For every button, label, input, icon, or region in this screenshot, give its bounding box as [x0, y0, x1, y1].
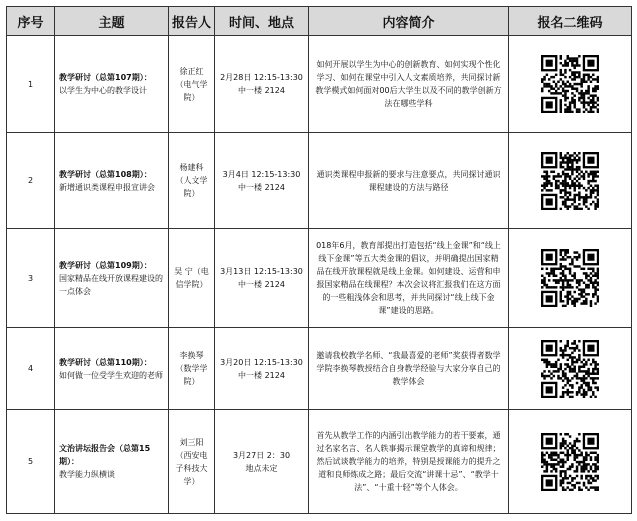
topic-title: 教学研讨（总第109期）： — [59, 260, 152, 270]
topic-subtitle: 以学生为中心的教学设计 — [59, 86, 147, 95]
time-place-cell — [215, 133, 309, 229]
header-qr: 报名二维码 — [509, 7, 632, 36]
time-place-cell — [215, 36, 309, 133]
speaker: 李换琴（数学学院） — [169, 328, 215, 410]
table-row — [7, 410, 632, 514]
table-row — [7, 36, 632, 133]
time-place-cell — [215, 328, 309, 410]
speaker: 徐正红（电气学院） — [169, 36, 215, 133]
speaker: 杨建科（人文学院） — [169, 133, 215, 229]
row-number: 3 — [7, 229, 55, 328]
qr-cell — [509, 229, 632, 328]
row-number: 4 — [7, 328, 55, 410]
row-number: 5 — [7, 410, 55, 514]
time: 3月4日 12:15-13:30 — [222, 169, 301, 179]
qr-cell — [509, 328, 632, 410]
topic-cell — [55, 229, 169, 328]
row-number: 1 — [7, 36, 55, 133]
place: 中一楼 2124 — [238, 280, 285, 289]
qr-code-icon[interactable] — [541, 55, 599, 113]
topic-subtitle: 新增通识类课程申报宣讲会 — [59, 182, 155, 192]
table-header-row — [7, 7, 632, 36]
topic-cell — [55, 36, 169, 133]
time: 3月13日 12:15-13:30 — [220, 267, 303, 276]
topic-title: 文治讲坛报告会（总第15期）： — [59, 444, 151, 466]
row-number: 2 — [7, 133, 55, 229]
time: 2月28日 12:15-13:30 — [220, 73, 303, 82]
summary: 首先从教学工作的内涵引出教学能力的若干要素，通过名家名言、名人轶事揭示课堂教学的真谛和规律；然后试谈教学能力的培养，特别是授课能力的提升之道和良师炼成之路；最后交流“讲课十忌”、“教学十法”、“十重十轻”等个人体会。 — [309, 410, 509, 514]
topic-subtitle: 教学能力纵横谈 — [59, 470, 115, 479]
speaker: 刘三阳（西安电子科技大学） — [169, 410, 215, 514]
table-row — [7, 133, 632, 229]
qr-cell — [509, 133, 632, 229]
topic-subtitle: 如何做一位受学生欢迎的老师 — [59, 370, 163, 380]
summary: 邀请我校教学名师、“我最喜爱的老师”奖获得者数学学院李换琴教授结合自身教学经验与大家分享自己的教学体会 — [309, 328, 509, 410]
topic-cell — [55, 133, 169, 229]
summary: 如何开展以学生为中心的创新教育、如何实现个性化学习、如何在课堂中引入人文素质培养，共同探讨新教学模式如何面对00后大学生以及不同的教学创新方法在哪些学科 — [309, 36, 509, 133]
time: 3月20日 12:15-13:30 — [220, 357, 303, 367]
topic-title: 教学研讨（总第108期）： — [59, 169, 152, 179]
qr-code-icon[interactable] — [541, 152, 599, 210]
header-time-place: 时间、地点 — [215, 7, 309, 36]
header-no: 序号 — [7, 7, 55, 36]
place: 中一楼 2124 — [238, 86, 285, 95]
topic-subtitle: 国家精品在线开放课程建设的一点体会 — [59, 273, 163, 296]
time: 3月27日 2：30 — [232, 450, 291, 460]
time-place-cell — [215, 229, 309, 328]
place: 中一楼 2124 — [238, 182, 285, 192]
qr-cell — [509, 36, 632, 133]
table-row — [7, 328, 632, 410]
header-speaker: 报告人 — [169, 7, 215, 36]
summary: 通识类课程申报新的要求与注意要点，共同探讨通识课程建设的方法与路径 — [309, 133, 509, 229]
topic-title: 教学研讨（总第110期）： — [59, 357, 152, 367]
qr-cell — [509, 410, 632, 514]
time-place-cell — [215, 410, 309, 514]
qr-code-icon[interactable] — [541, 249, 599, 307]
speaker: 吴 宁（电信学院） — [169, 229, 215, 328]
topic-title: 教学研讨（总第107期）： — [59, 73, 152, 82]
topic-cell — [55, 410, 169, 514]
qr-code-icon[interactable] — [541, 433, 599, 491]
header-summary: 内容简介 — [309, 7, 509, 36]
summary: 018年6月，教育部提出打造包括“线上金课”和“线上线下金课”等五大类金课的倡议，并明确提出国家精品在线开放课程就是线上金课。如何建设、运营和申报国家精品在线课程？本次会议将汇报我们在这方面的一些粗浅体会和思考，并共同探讨“线上线下金课”建设的思路。 — [309, 229, 509, 328]
place: 地点未定 — [245, 463, 278, 473]
qr-code-icon[interactable] — [541, 340, 599, 398]
table-row — [7, 229, 632, 328]
header-topic: 主题 — [55, 7, 169, 36]
topic-cell — [55, 328, 169, 410]
place: 中一楼 2124 — [238, 370, 285, 380]
seminar-schedule-table — [6, 6, 632, 514]
